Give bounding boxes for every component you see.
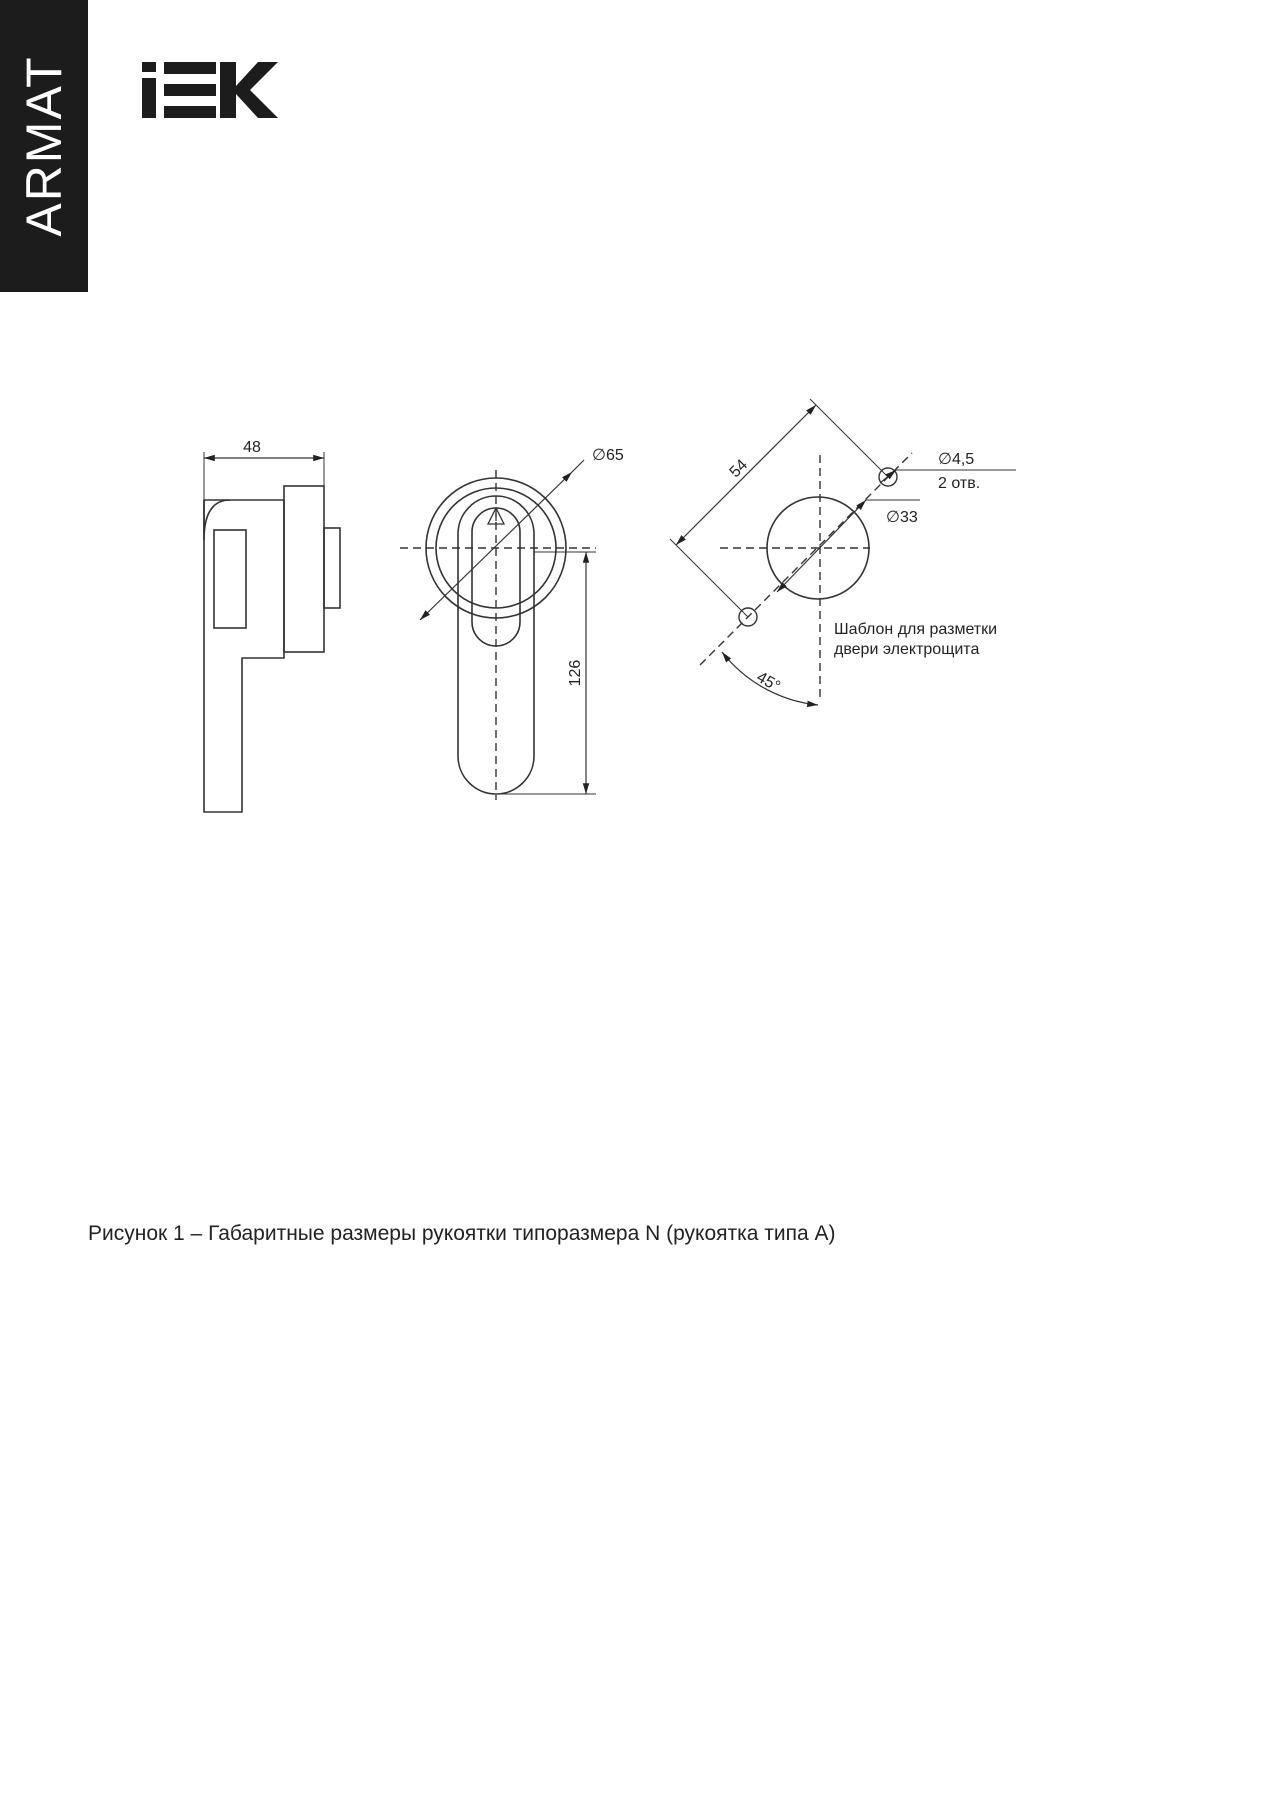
- side-view: [204, 452, 340, 812]
- dim-width-label: 48: [243, 439, 261, 456]
- dim-hole-diameter-label: ∅4,5: [938, 451, 975, 468]
- figure-caption: Рисунок 1 – Габаритные размеры рукоятки типоразмера N (рукоятка типа А): [88, 1222, 836, 1245]
- side-tab-label: ARMAT: [16, 55, 72, 237]
- dim-template-diagonal-label: 54: [726, 456, 752, 482]
- dim-angle-label: 45°: [753, 668, 783, 696]
- front-view: [400, 460, 596, 800]
- dim-knob-diameter-label: ∅65: [592, 447, 624, 464]
- dim-length-label: 126: [567, 659, 584, 687]
- template-note-line2: двери электрощита: [834, 641, 980, 658]
- dim-center-diameter-label: ∅33: [886, 509, 918, 526]
- door-template: [670, 399, 1016, 705]
- dim-hole-count-label: 2 отв.: [938, 475, 981, 492]
- template-note-line1: Шаблон для разметки: [834, 621, 998, 638]
- dimension-drawing: [0, 0, 1280, 900]
